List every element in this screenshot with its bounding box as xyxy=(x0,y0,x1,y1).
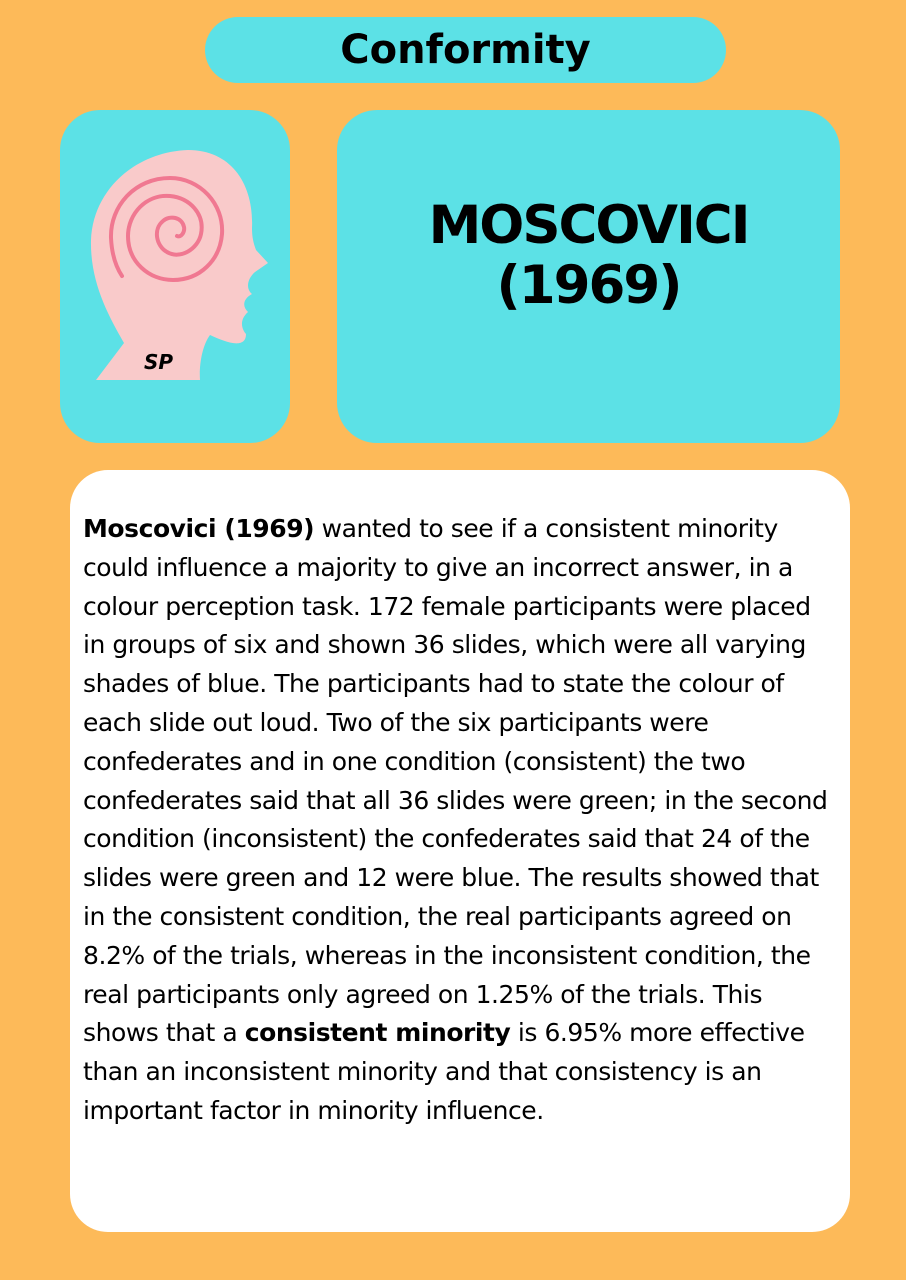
study-name-card xyxy=(337,110,840,443)
description-part-1: wanted to see if a consistent minority could influence a majority to give an incorrect answer, in a colour perception task. 172 female participants were placed in groups of six and shown 36 slides, which were all varying shades of blue. The participants had to state the colour of each slide out loud. Two of the six participants were confederates and in one condition (consistent) the two confederates said that all 36 slides were green; in the second condition (inconsistent) the confederates said that 24 of the slides were green and 12 were blue. The results showed that in the consistent condition, the real participants agreed on 8.2% of the trials, whereas in the inconsistent condition, the real participants only agreed on 1.25% of the trials. This shows that a xyxy=(83,514,828,1048)
head-spiral-icon xyxy=(60,110,290,443)
description-part-2: is 6.95% more effective than an inconsistent minority and that consistency is an important factor in minority influence. xyxy=(83,1018,805,1125)
study-name: MOSCOVICI xyxy=(428,195,749,256)
study-year: (1969) xyxy=(496,255,681,316)
description-card xyxy=(70,470,850,1232)
lead-bold: Moscovici (1969) xyxy=(83,514,315,543)
page-title: Conformity xyxy=(205,17,726,83)
description-text xyxy=(83,510,836,1131)
logo-card xyxy=(60,110,290,443)
emphasis-bold: consistent minority xyxy=(244,1018,511,1048)
author-initials: SP xyxy=(144,350,174,374)
